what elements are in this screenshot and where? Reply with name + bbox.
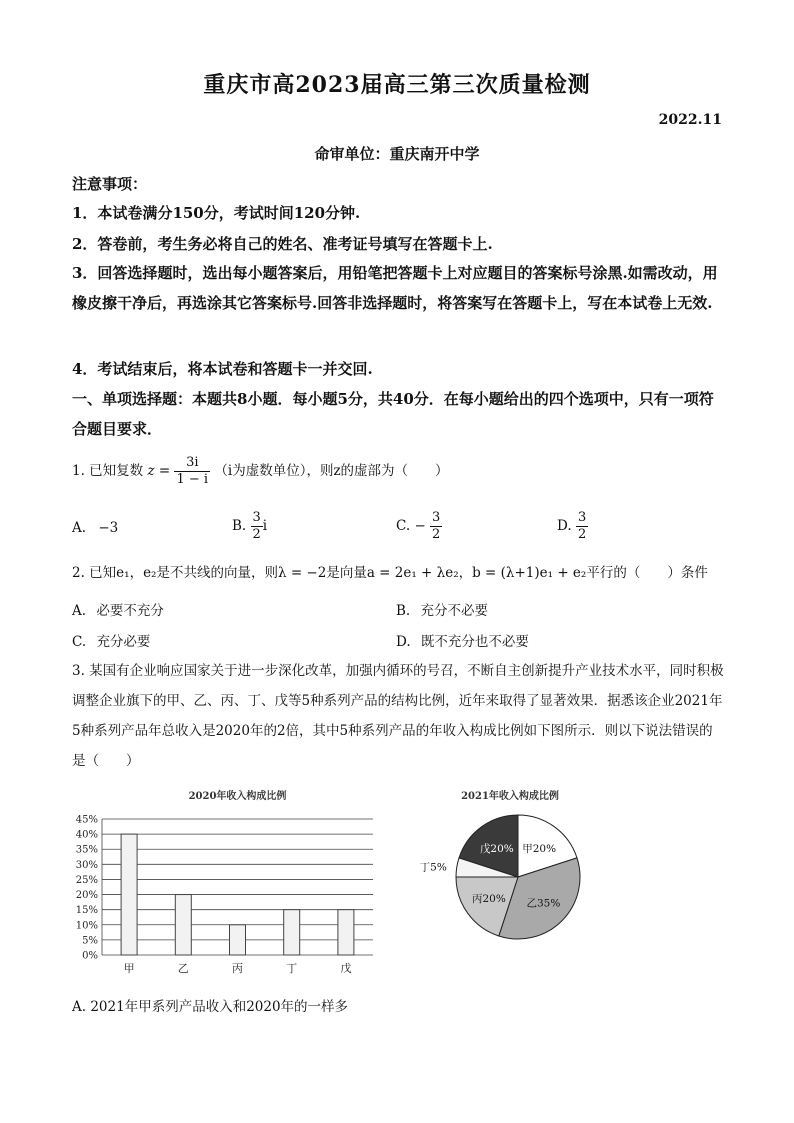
q1-fraction [174,455,210,488]
y-tick-label: 40% [75,829,98,841]
option-text: 必要不充分 [96,603,164,619]
option-label: A. [72,603,87,619]
option-label: B. [396,603,411,619]
pie-label-戊: 戊20% [479,842,514,855]
option-label: C. [72,634,87,650]
option-text: 充分必要 [96,634,151,650]
x-tick-label: 戊 [340,962,352,975]
notice-item-4: 4．考试结束后，将本试卷和答题卡一并交回. [72,360,373,378]
pie-label-丙: 丙20% [471,893,506,906]
x-tick-label: 丁 [286,962,298,975]
option-fraction [576,510,588,543]
bar-丙 [230,925,246,955]
x-tick-label: 丙 [232,962,243,975]
question-2: 2. 已知e₁，e₂是不共线的向量，则λ = −2是向量a = 2e₁ + λe₂，b = (λ+1)e₁ + e₂平行的（ ）条件 [72,565,708,581]
option-label: C. [396,518,411,534]
q2-option-c [72,630,150,650]
exam-unit: 命审单位：重庆南开中学 [314,145,480,163]
y-tick-label: 0% [82,950,98,962]
pie-label-乙: 乙35% [526,897,561,910]
x-tick-label: 甲 [123,962,135,975]
option-denominator: 2 [432,527,441,542]
q1-numerator: 3i [174,455,210,472]
option-text: 既不充分也不必要 [420,634,529,650]
q2-option-b [396,599,488,619]
y-tick-label: 20% [75,890,98,902]
y-tick-label: 5% [82,935,98,947]
q2-option-a [72,599,164,619]
option-numerator: 3 [577,510,587,525]
option-denominator: 2 [252,527,261,542]
chart-title: 2020年收入构成比例 [188,791,287,802]
bar-chart-2020 [68,785,388,985]
bar-甲 [121,834,137,955]
y-tick-label: 30% [75,859,98,871]
pie-chart-2021 [420,785,600,955]
q1-prefix: 1. 已知复数 [72,463,144,479]
q3-option-a: A. 2021年甲系列产品收入和2020年的一样多 [72,999,349,1015]
option-fraction [251,510,263,543]
pie-label-甲: 甲20% [522,842,557,855]
q1-option-a [72,520,118,536]
option-fraction [430,510,442,543]
y-tick-label: 35% [75,844,98,856]
y-tick-label: 15% [75,905,98,917]
page-title: 重庆市高2023届高三第三次质量检测 [203,72,591,98]
option-label: A. [72,520,87,536]
notice-heading: 注意事项： [72,175,148,193]
notice-item-3: 3．回答选择题时，选出每小题答案后，用铅笔把答题卡上对应题目的答案标号涂黑.如需改动，用橡皮擦干净后，再选涂其它答案标号.回答非选择题时，将答案写在答题卡上，写在本试卷上无效. [72,264,718,312]
bar-戊 [338,910,354,955]
option-text: −3 [98,520,119,536]
y-tick-label: 45% [75,814,98,826]
q1-denominator: 1 − i [176,472,209,487]
question-1 [72,455,449,488]
option-numerator: 3 [432,510,441,525]
exam-date: 2022.11 [658,112,722,128]
option-sign: − [414,518,426,534]
option-text: 充分不必要 [420,603,489,619]
q1-option-b [232,510,267,543]
y-tick-label: 25% [75,874,98,886]
notice-item-1: 1．本试卷满分150分，考试时间120分钟. [72,204,361,222]
option-denominator: 2 [577,527,587,542]
bar-丁 [284,910,300,955]
option-numerator: 3 [252,510,261,525]
q1-option-c [396,510,442,543]
notice-item-2: 2．答卷前，考生务必将自己的姓名、准考证号填写在答题卡上. [72,235,493,253]
option-tail: i [262,518,268,534]
x-tick-label: 乙 [177,962,189,975]
pie-label-丁: 丁5% [420,861,447,874]
option-label: D. [557,518,572,534]
q2-option-d [396,630,529,650]
y-tick-label: 10% [75,920,98,932]
option-label: D. [396,634,411,650]
q1-z: z = [147,463,171,479]
q1-suffix: （i为虚数单位），则z的虚部为（ ） [214,463,449,479]
section-heading: 一、单项选择题：本题共8小题．每小题5分，共40分．在每小题给出的四个选项中，只有一项符合题目要求． [72,390,714,438]
q1-option-d [557,510,588,543]
bar-乙 [175,895,191,955]
question-3: 3. 某国有企业响应国家关于进一步深化改革，加强内循环的号召，不断自主创新提升产业技术水平，同时积极调整企业旗下的甲、乙、丙、丁、戊等5种系列产品的结构比例，近年来取得了显著效果．据悉该企业2021年5种系列产品年总收入是2020年的2倍，其中5种系列产品的年收入构成比例如下图所示．则以下说法错误的是（ ） [72,663,724,769]
chart-title: 2021年收入构成比例 [461,791,559,802]
option-label: B. [232,518,247,534]
